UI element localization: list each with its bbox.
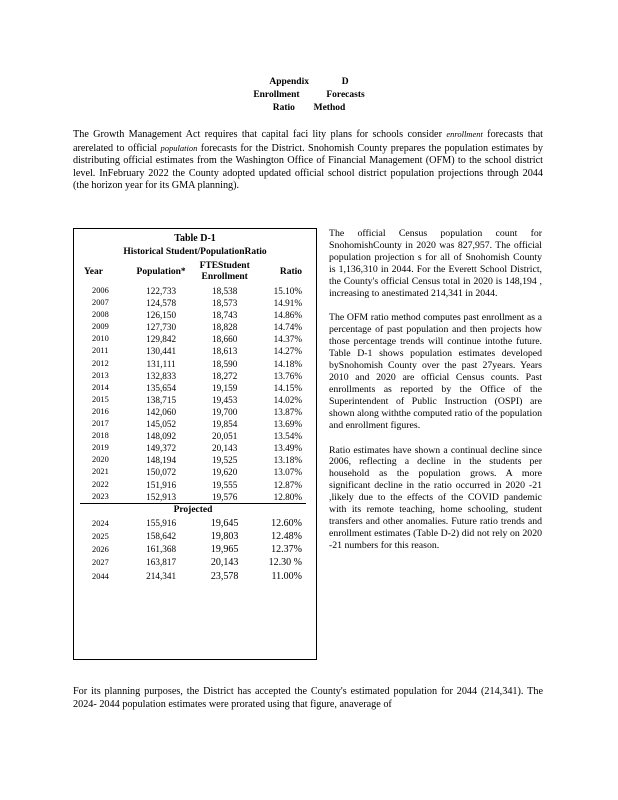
cell-ratio: 15.10% [273,286,302,296]
table-row [80,345,306,357]
cell-enrollment: 20,143 [212,443,238,454]
cell-population: 135,654 [146,382,177,393]
table-row [80,406,306,418]
cell-year: 2015 [92,394,109,404]
cell-enrollment: 20,051 [212,431,238,442]
cell-population: 158,642 [146,530,177,541]
table-row [80,333,306,345]
projected-label: Projected [173,504,213,515]
col-population: Population* [136,266,186,277]
cell-population: 132,833 [146,370,177,381]
cell-year: 2009 [92,322,109,332]
cell-population: 145,052 [146,419,177,430]
col-enrollment: FTEStudent Enrollment [199,261,250,282]
cell-year: 2025 [92,531,109,541]
col-year: Year [84,266,103,277]
cell-ratio: 12.48% [271,530,302,542]
projected-label-row [80,503,306,517]
cell-population: 122,733 [146,286,177,296]
intro-italic-population: population [160,142,198,153]
table-row [80,442,306,454]
cell-enrollment: 18,828 [212,322,238,333]
cell-year: 2012 [92,358,109,368]
cell-population: 148,194 [146,455,177,466]
cell-population: 124,578 [146,298,177,309]
cell-enrollment: 18,538 [212,286,238,296]
cell-year: 2019 [92,443,109,453]
cell-population: 150,072 [146,467,177,478]
cell-year: 2008 [92,310,109,320]
table-header-row [80,259,306,285]
table-row [80,309,306,321]
table-row [80,517,306,530]
cell-ratio: 12.30 % [268,557,302,569]
cell-population: 138,715 [146,394,177,405]
intro-text-1: The Growth Management Act requires that capital faci lity plans for schools consider [73,129,447,140]
cell-enrollment: 19,700 [212,406,238,417]
table-row [80,454,306,466]
cell-ratio: 11.00% [271,570,302,582]
cell-ratio: 14.74% [273,322,302,333]
table-row [80,530,306,543]
cell-population: 163,817 [146,557,177,568]
cell-ratio: 14.02% [273,394,302,405]
cell-enrollment: 19,620 [212,467,238,478]
cell-ratio: 13.54% [273,431,302,442]
cell-year: 2013 [92,370,109,380]
cell-ratio: 14.15% [273,382,302,393]
cell-ratio: 12.60% [271,517,302,529]
cell-enrollment: 19,525 [212,455,238,466]
cell-year: 2021 [92,467,109,477]
cell-enrollment: 19,965 [210,544,239,556]
cell-population: 149,372 [146,443,177,454]
table-title: Table D-1 [174,233,216,244]
cell-year: 2017 [92,419,109,429]
cell-population: 161,368 [146,544,177,555]
table-row [80,491,306,504]
table-d1 [73,228,317,660]
cell-ratio: 13.69% [273,419,302,430]
cell-enrollment: 19,555 [212,479,238,490]
cell-population: 142,060 [146,406,177,417]
cell-ratio: 13.76% [273,370,302,381]
cell-year: 2022 [92,479,109,489]
cell-ratio: 13.07% [273,467,302,478]
intro-text-2: forecasts that arerelated to official [73,129,543,154]
table-subtitle: Historical Student/PopulationRatio [123,247,267,257]
cell-ratio: 14.27% [273,346,302,357]
planning-paragraph: For its planning purposes, the District has accepted the County's estimated population for 2044 (214,341). The 2024- 2044 population estimates were prorated using that figure, anaverage of [73,686,543,710]
cell-year: 2020 [92,455,109,465]
cell-enrollment: 18,590 [212,358,238,369]
cell-year: 2044 [92,571,109,581]
table-row [80,430,306,442]
historical-rows [80,285,306,503]
cell-year: 2014 [92,382,109,392]
table-row [80,570,306,583]
cell-population: 152,913 [146,491,177,502]
header-method: Method [313,103,346,113]
cell-population: 131,111 [146,358,176,369]
header-enrollment: Enrollment [253,90,300,100]
table-row [80,466,306,478]
intro-italic-enrollment: enrollment [446,129,483,139]
cell-year: 2006 [92,286,109,295]
cell-enrollment: 19,854 [212,419,238,430]
intro-paragraph [73,128,543,193]
cell-enrollment: 20,143 [210,557,239,569]
col-ratio: Ratio [279,266,302,277]
cell-enrollment: 18,272 [212,370,238,381]
ofm-method-paragraph: The OFM ratio method computes past enrollment as a percentage of past population and then projects how those percentage trends will continue intothe future. Table D-1 shows population estimates developed bySnohomish County over the past 27years. Years 2010 and 2020 are official Census counts. Past enrollments as reported by the Office of the Superintendent of Public Instruction (OSPI) are shown along withthe computed ratio of the population and enrollment figures. [329,312,542,431]
cell-population: 214,341 [146,570,177,581]
cell-population: 151,916 [146,479,177,490]
table-row [80,394,306,406]
header-forecasts: Forecasts [326,90,365,100]
cell-ratio: 14.91% [273,298,302,309]
right-column [329,228,542,565]
table-row [80,358,306,370]
table-row [80,321,306,333]
cell-population: 129,842 [146,334,177,345]
ratio-table [80,259,306,583]
cell-year: 2011 [92,346,109,356]
cell-year: 2026 [92,545,109,555]
cell-enrollment: 19,576 [212,491,238,502]
cell-year: 2007 [92,298,109,308]
cell-enrollment: 18,660 [212,334,238,345]
cell-ratio: 14.37% [273,334,302,345]
table-row [80,370,306,382]
cell-enrollment: 19,645 [210,517,239,529]
cell-population: 127,730 [146,322,177,333]
ratio-estimates-paragraph: Ratio estimates have shown a continual decline since 2006, reflecting a decline in the students per household as the population grows. A more significant decline in the ratio occurred in 2020 -21 ,likely due to the effects of the COVID pandemic with its remote teaching, home schooling, student transfers and other anomalies. Future ratio trends and enrollment estimates (Table D-2) did not rely on 2020 -21 numbers for this reason. [329,444,542,551]
table-row [80,382,306,394]
cell-year: 2023 [92,491,109,501]
cell-population: 148,092 [146,431,177,442]
table-row [80,556,306,569]
cell-enrollment: 18,613 [212,346,238,357]
cell-year: 2024 [92,518,109,528]
header-ratio: Ratio [272,103,295,113]
cell-population: 155,916 [146,517,177,528]
cell-population: 130,441 [146,346,177,357]
table-row [80,418,306,430]
cell-year: 2027 [92,558,109,568]
cell-ratio: 13.18% [273,455,302,466]
cell-enrollment: 18,573 [212,298,238,309]
cell-year: 2010 [92,334,109,344]
cell-enrollment: 23,578 [210,570,239,582]
census-paragraph: The official Census population count for SnohomishCounty in 2020 was 827,957. The official population projection s for all of Snohomish County is 1,136,310 in 2044. For the Everett School District, the County's official Census total in 2020 is 148,194 , increasing to anestimated 214,341 in 2044. [329,228,542,299]
table-row [80,297,306,309]
cell-year: 2018 [92,431,109,441]
cell-population: 126,150 [146,310,177,321]
cell-ratio: 13.87% [273,406,302,417]
table-row [80,285,306,297]
cell-enrollment: 19,453 [212,394,238,405]
appendix-header [0,76,618,115]
cell-enrollment: 19,803 [210,530,239,542]
cell-enrollment: 19,159 [212,382,238,393]
intro-text-3: forecasts for the District. Snohomish County prepares the population estimates by distributing official estimates from the Washington Office of Financial Management (OFM) to the school district level. InFebruary 2022 the County adopted updated official school district population projections through 2044 (the horizon year for its GMA planning). [73,142,543,192]
cell-ratio: 14.86% [273,310,302,321]
cell-ratio: 12.37% [271,544,302,556]
cell-year: 2016 [92,406,109,416]
cell-ratio: 13.49% [273,443,302,454]
projected-rows [80,517,306,583]
header-letter: D [341,77,349,87]
header-appendix: Appendix [269,77,309,87]
cell-ratio: 12.80% [273,491,302,502]
cell-ratio: 12.87% [273,479,302,490]
cell-enrollment: 18,743 [212,310,238,321]
table-row [80,479,306,491]
cell-ratio: 14.18% [273,358,302,369]
table-row [80,543,306,556]
